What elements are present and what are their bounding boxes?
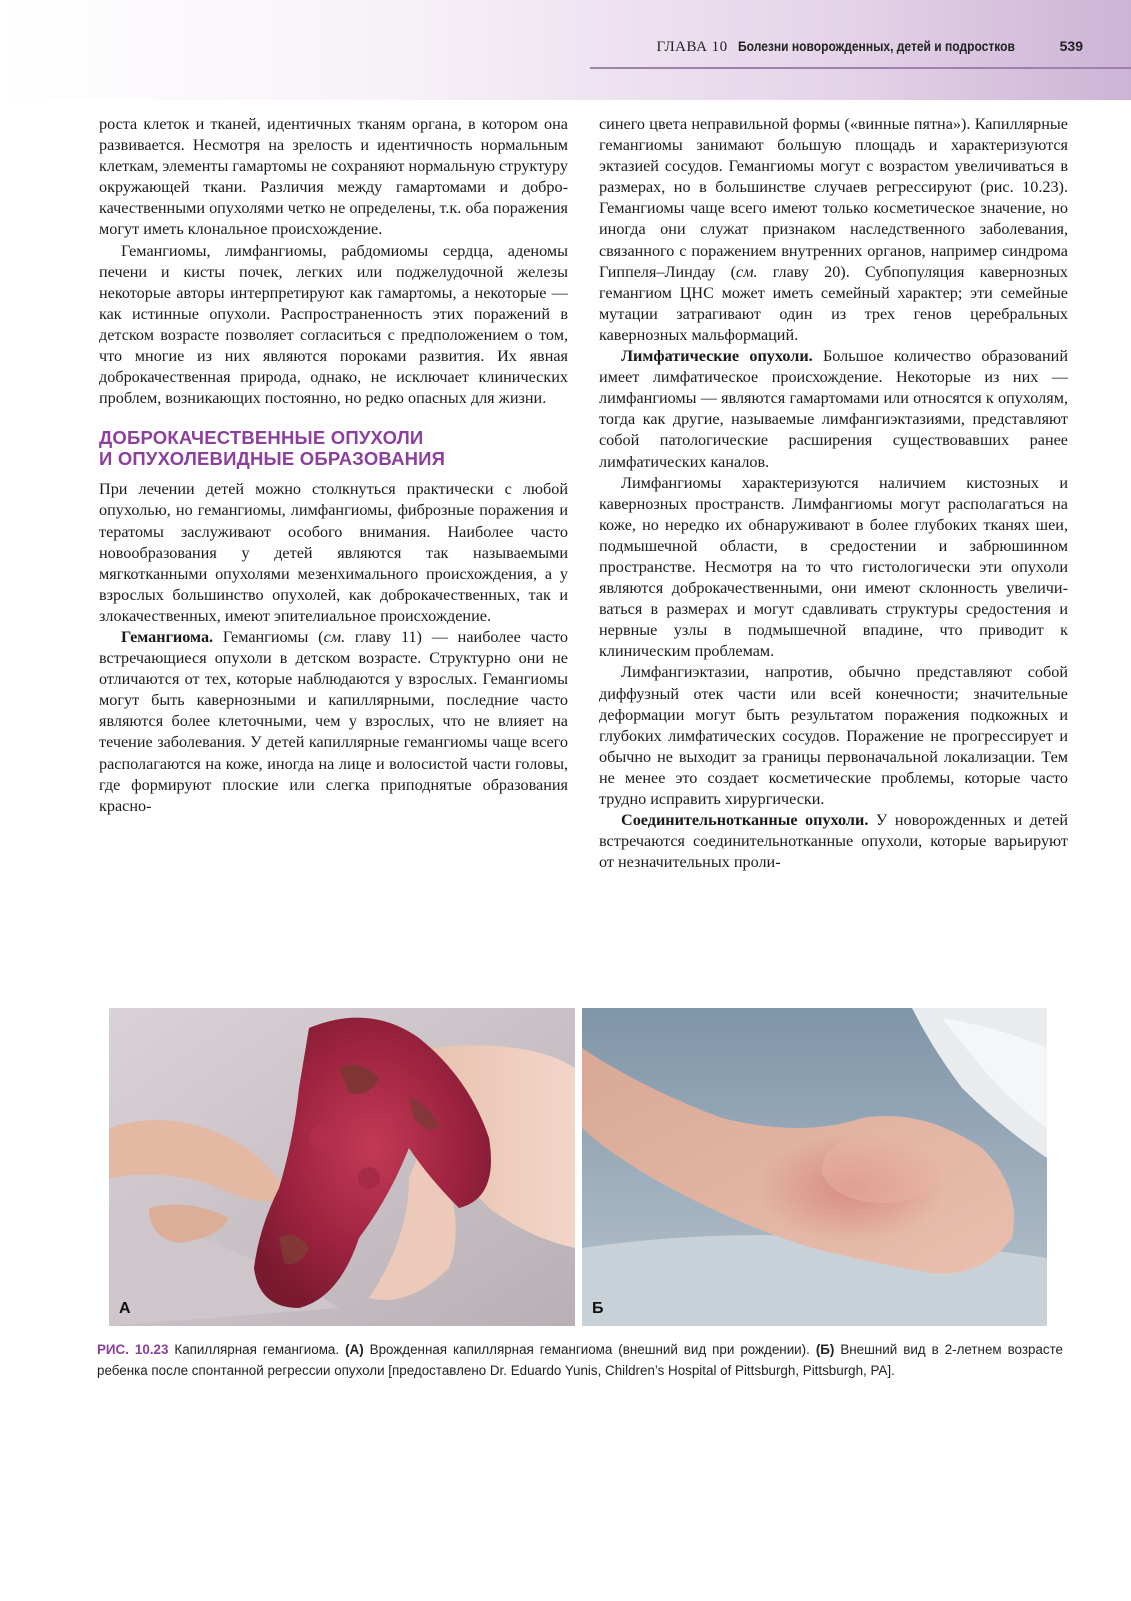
panel-label-a: А <box>119 1300 131 1317</box>
section-heading <box>99 427 568 469</box>
caption-text: Капиллярная гемангиома. <box>168 1342 346 1357</box>
paragraph <box>599 114 1068 346</box>
cross-reference: см. <box>323 627 346 646</box>
right-column <box>599 114 1068 873</box>
cross-reference: см. <box>736 262 758 281</box>
figure-label: РИС. 10.23 <box>97 1342 169 1357</box>
paragraph: Лимфангиэктазии, напротив, обычно представляют собой диффузный отек части или всей конечности; значительные деформации могут быть результатом поражения подкожных и глубоких лимфатических сосудов. Поражение не прогрессирует и обычно не выходит за границы первоначальной локализации. Тем не менее это создает косметические проблемы, которые часто трудно исправить хирургически. <box>599 663 1068 808</box>
paragraph: роста клеток и тканей, идентичных тканям органа, в котором она развивается. Несмотря на зрелость и идентичность нормальным клеткам, элементы гамартомы не сохраняют нормальную структуру окружающей ткани. Различия между гамартомами и доброкачественными опухолями четко не определены, т.к. оба поражения могут иметь клональное происхождение. <box>99 115 568 239</box>
paragraph: Лимфангиомы характеризуются наличием кистозных и кавернозных пространств. Лимфангиомы могут располагаться на коже, но нередко их обнаруживают в более глубоких тканях шеи, подмышечной области, в средостении и забрюшинном пространстве. Несмотря на то что гистологически эти опухоли являются доброкачественными, они имеют склонность увеличиваться в размерах и могут сдавливать структуры средостения и нервные узлы в подмышечной впадине, что приводит к клиническим проблемам. <box>599 473 1068 661</box>
header-rule <box>590 67 1131 69</box>
panel-label-b: Б <box>592 1300 604 1317</box>
paragraph <box>599 346 1068 473</box>
running-head <box>656 38 1083 60</box>
paragraph-text: главу 11) — наиболее часто встречающиеся опухоли в детском возрасте. Структурно они не отличаются от тех, которые наблюдаются у взрослых. Гемангиомы могут быть кавернозными и капиллярными, последние часто являются более клеточными, чем у взрослых, что не влияет на течение заболевания. У детей капиллярные гемангиомы чаще всего располагаются на коже, иногда на лице и волосистой части головы, где формируют плоские или слегка приподнятые образования красно- <box>99 627 568 815</box>
paragraph-text: У новорожденных и детей встречаются соединительнотканные опухоли, которые варьируют от незначительных проли- <box>599 811 1068 872</box>
running-head-chapter: ГЛАВА 10 <box>656 39 728 55</box>
paragraph-text: Большое количество образований имеет лимфатическое происхождение. Некоторые из них — лимфангиомы — являются гамартомами или относятся к опухолям, тогда как другие, называемые лимфангиэктазиями, представляют собой патологические расширения существовавших ранее лимфатических каналов. <box>599 347 1068 471</box>
running-head-title: Болезни новорожденных, детей и подростков <box>737 38 1015 54</box>
paragraph <box>599 810 1068 873</box>
paragraph-lead: Соединительнотканные опухоли. <box>621 811 869 830</box>
caption-panel-tag: (А) <box>345 1342 364 1357</box>
photo-panel-b <box>582 1008 1047 1326</box>
paragraph-lead: Лимфатические опухоли. <box>621 347 813 366</box>
paragraph-text: синего цвета неправильной формы («винные пятна»). Капиллярные гемангиомы занимают большую площадь и характеризуются эктазией сосудов. Гемангиомы могут с возрастом увеличиваться в размерах, но в большинстве случаев регрессируют (рис. 10.23). Гемангиомы чаще всего имеют только косметическое значение, но иногда они служат признаком наследственного заболевания, связанного с поражением внутренних органов, например синдрома Гиппеля–Линдау ( <box>599 115 1068 281</box>
paragraph-text: Гемангиомы ( <box>213 627 324 646</box>
figure-caption <box>97 1339 1063 1381</box>
paragraph: При лечении детей можно столкнуться практически с любой опухолью, но гемангиомы, лимфангиомы, фиброзные поражения и тератомы заслуживают особого внимания. Наиболее часто новообразования у детей являются так называемыми мягкотканными опухолями мезенхимального происхождения, а у взрослых большинство опухолей, как доброкачественных, так и злокачественных, имеют эпителиальное происхождение. <box>99 480 568 625</box>
section-heading-line: И ОПУХОЛЕВИДНЫЕ ОБРАЗОВАНИЯ <box>99 448 446 470</box>
caption-panel-tag: (Б) <box>815 1342 835 1357</box>
paragraph-text: главу 20). Субпопуляция кавернозных гемангиом ЦНС может иметь семейный характер; эти семейные мутации затрагивают один из трех генов церебральных кавернозных мальформаций. <box>599 262 1068 344</box>
page-number: 539 <box>1059 38 1083 54</box>
section-heading-line: ДОБРОКАЧЕСТВЕННЫЕ ОПУХОЛИ <box>99 427 424 449</box>
caption-text: Внешний вид в 2-летнем возрасте ребенка после спонтанной регрессии опухоли [предоставлено Dr. Eduardo Yunis, Children’s Hospital of Pittsburgh, Pittsburgh, PA]. <box>97 1342 1064 1378</box>
infant-hemangioma-photo <box>109 1008 575 1326</box>
child-leg-photo <box>582 1008 1047 1326</box>
paragraph-lead: Гемангиома. <box>121 627 214 646</box>
left-column <box>99 114 568 817</box>
figure-10-23 <box>109 1008 1047 1326</box>
paragraph <box>99 627 568 817</box>
paragraph: Гемангиомы, лимфангиомы, рабдомиомы сердца, аденомы печени и кисты почек, легких или поджелудочной железы некоторые авторы интерпретируют как гамартомы, а некоторые — как истинные опухоли. Распространенность этих поражений в детском возрасте позволяет согласиться с предположением о том, что многие из них являются пороками развития. Их явная доброкачественная природа, однако, не исключает клинических проблем, возникающих постоянно, но редко опасных для жизни. <box>99 241 568 408</box>
caption-text: Врожденная капиллярная гемангиома (внешний вид при рождении). <box>363 1342 816 1357</box>
photo-panel-a <box>109 1008 575 1326</box>
